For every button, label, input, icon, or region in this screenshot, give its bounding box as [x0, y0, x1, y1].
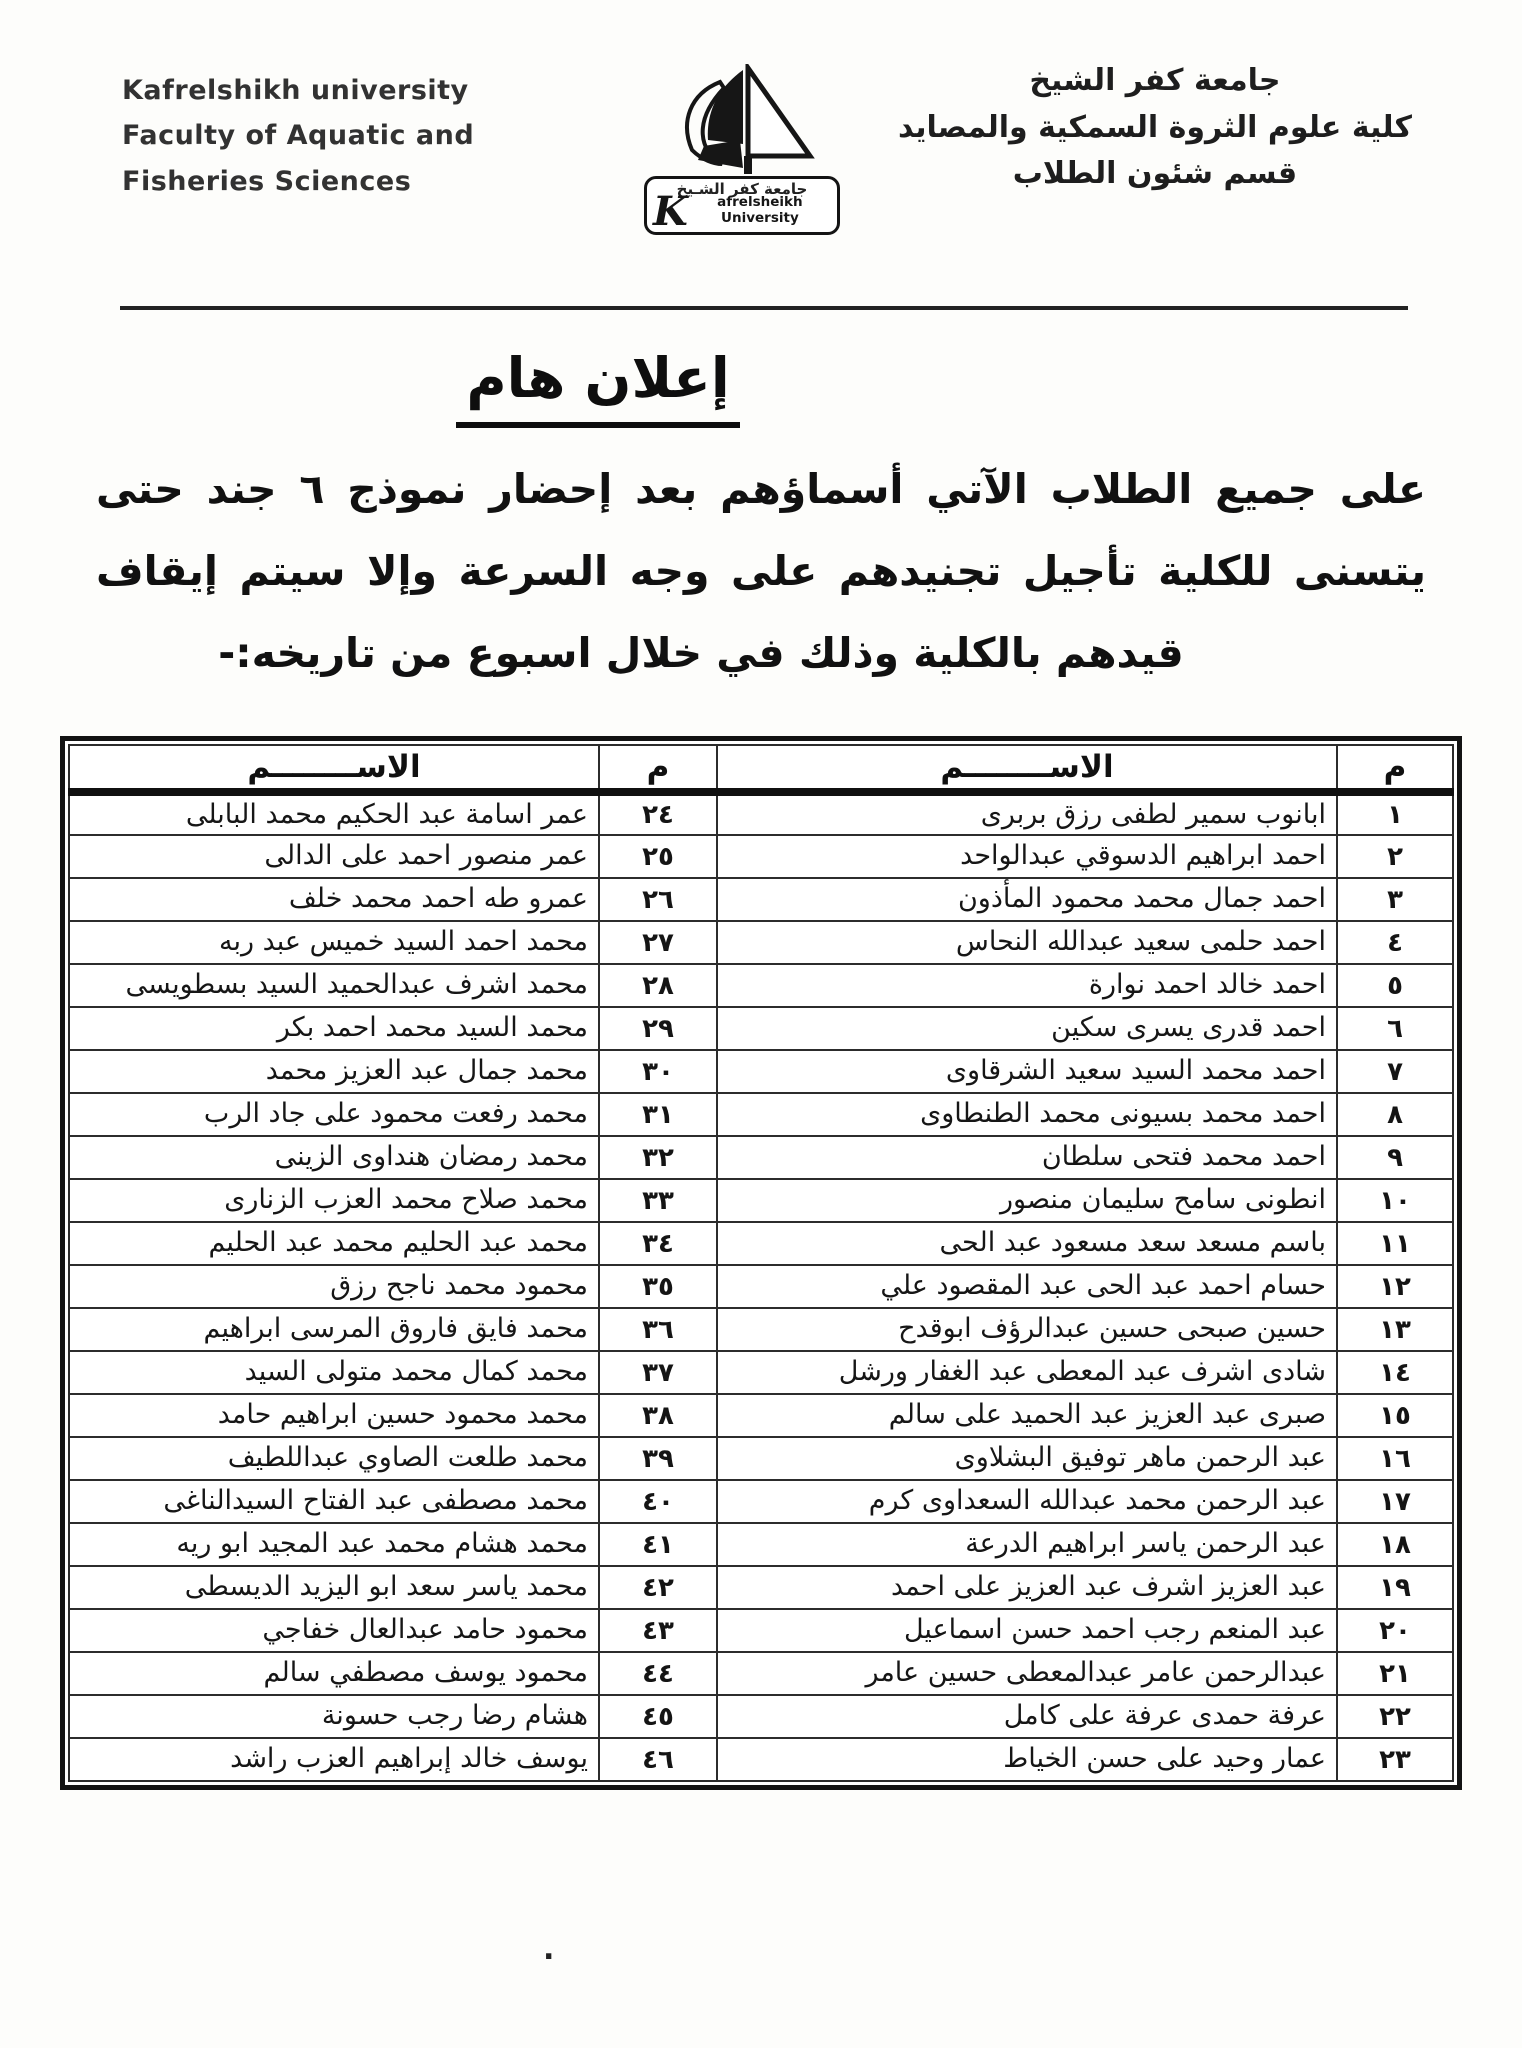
table-header-number: م: [1337, 745, 1453, 792]
student-number: ٣٩: [599, 1437, 717, 1480]
student-name: يوسف خالد إبراهيم العزب راشد: [69, 1738, 599, 1781]
student-number: ٣٢: [599, 1136, 717, 1179]
table-row: [69, 1609, 1453, 1652]
student-number: ١٢: [1337, 1265, 1453, 1308]
student-number: ٣٣: [599, 1179, 717, 1222]
table-row: [69, 921, 1453, 964]
student-number: ٢٧: [599, 921, 717, 964]
student-name: محمد هشام محمد عبد المجيد ابو ريه: [69, 1523, 599, 1566]
student-name: محمد عبد الحليم محمد عبد الحليم: [69, 1222, 599, 1265]
student-number: ٢٠: [1337, 1609, 1453, 1652]
student-name: عمار وحيد على حسن الخياط: [717, 1738, 1337, 1781]
table-row: [69, 964, 1453, 1007]
table-row: [69, 1179, 1453, 1222]
table-row: [69, 1566, 1453, 1609]
table-row: [69, 1480, 1453, 1523]
faculty-name-ar: كلية علوم الثروة السمكية والمصايد: [897, 109, 1412, 145]
table-header-name: الاســــــــم: [69, 745, 599, 792]
student-name: احمد محمد فتحى سلطان: [717, 1136, 1337, 1179]
student-number: ٣٦: [599, 1308, 717, 1351]
student-number: ٢٢: [1337, 1695, 1453, 1738]
university-logo: [633, 64, 851, 236]
table-row: [69, 1136, 1453, 1179]
student-name: محمد رمضان هنداوى الزينى: [69, 1136, 599, 1179]
student-name: محمد طلعت الصاوي عبداللطيف: [69, 1437, 599, 1480]
student-name: عبدالرحمن عامر عبدالمعطى حسين عامر: [717, 1652, 1337, 1695]
student-number: ٢١: [1337, 1652, 1453, 1695]
table-row: [69, 1695, 1453, 1738]
student-name: عبد العزيز اشرف عبد العزيز على احمد: [717, 1566, 1337, 1609]
student-name: محمد فايق فاروق المرسى ابراهيم: [69, 1308, 599, 1351]
student-name: حسين صبحى حسين عبدالرؤف ابوقدح: [717, 1308, 1337, 1351]
table-row: [69, 1652, 1453, 1695]
student-name: صبرى عبد العزيز عبد الحميد على سالم: [717, 1394, 1337, 1437]
table-header-number: م: [599, 745, 717, 792]
header-english: [122, 68, 474, 204]
student-number: ٣٧: [599, 1351, 717, 1394]
table-row: [69, 1265, 1453, 1308]
student-number: ٢: [1337, 835, 1453, 878]
student-number: ٤: [1337, 921, 1453, 964]
student-name: محمد جمال عبد العزيز محمد: [69, 1050, 599, 1093]
body-line: على جميع الطلاب الآتي أسماؤهم بعد إحضار نموذج ٦ جند حتى: [96, 465, 1426, 513]
logo-k-initial: K: [653, 188, 688, 236]
student-name: محمد محمود حسين ابراهيم حامد: [69, 1394, 599, 1437]
student-number: ١٥: [1337, 1394, 1453, 1437]
student-number: ٧: [1337, 1050, 1453, 1093]
student-number: ٢٩: [599, 1007, 717, 1050]
student-name: عبد الرحمن ماهر توفيق البشلاوى: [717, 1437, 1337, 1480]
header-arabic: [898, 58, 1412, 198]
students-table-frame: [60, 736, 1462, 1790]
student-number: ٢٣: [1337, 1738, 1453, 1781]
student-number: ٣: [1337, 878, 1453, 921]
student-name: شادى اشرف عبد المعطى عبد الغفار ورشل: [717, 1351, 1337, 1394]
student-name: محمود يوسف مصطفي سالم: [69, 1652, 599, 1695]
student-number: ٣٠: [599, 1050, 717, 1093]
student-number: ٣١: [599, 1093, 717, 1136]
student-number: ١٨: [1337, 1523, 1453, 1566]
student-number: ١: [1337, 792, 1453, 835]
student-name: احمد خالد احمد نوارة: [717, 964, 1337, 1007]
student-number: ٣٤: [599, 1222, 717, 1265]
sailboat-icon: [633, 64, 851, 182]
student-number: ٢٦: [599, 878, 717, 921]
student-number: ١١: [1337, 1222, 1453, 1265]
student-number: ٤٥: [599, 1695, 717, 1738]
student-name: محمود حامد عبدالعال خفاجي: [69, 1609, 599, 1652]
student-name: احمد ابراهيم الدسوقي عبدالواحد: [717, 835, 1337, 878]
student-number: ٤٦: [599, 1738, 717, 1781]
student-name: محمد صلاح محمد العزب الزنارى: [69, 1179, 599, 1222]
body-line: يتسنى للكلية تأجيل تجنيدهم على وجه السرعة وإلا سيتم إيقاف: [96, 547, 1426, 595]
student-number: ٨: [1337, 1093, 1453, 1136]
body-line: قيدهم بالكلية وذلك في خلال اسبوع من تاريخه:-: [218, 629, 1184, 677]
table-row: [69, 1523, 1453, 1566]
logo-english-label: afrelsheikh University: [717, 194, 803, 227]
student-number: ٤٢: [599, 1566, 717, 1609]
student-number: ٣٥: [599, 1265, 717, 1308]
table-row: [69, 878, 1453, 921]
student-number: ٤٣: [599, 1609, 717, 1652]
student-name: انطونى سامح سليمان منصور: [717, 1179, 1337, 1222]
table-row: [69, 1308, 1453, 1351]
student-name: باسم مسعد سعد مسعود عبد الحى: [717, 1222, 1337, 1265]
student-name: محمد مصطفى عبد الفتاح السيدالناغى: [69, 1480, 599, 1523]
student-name: عبد المنعم رجب احمد حسن اسماعيل: [717, 1609, 1337, 1652]
student-name: عبد الرحمن محمد عبدالله السعداوى كرم: [717, 1480, 1337, 1523]
student-number: ١٠: [1337, 1179, 1453, 1222]
student-name: محمد ياسر سعد ابو اليزيد الديسطى: [69, 1566, 599, 1609]
student-number: ٥: [1337, 964, 1453, 1007]
student-number: ١٧: [1337, 1480, 1453, 1523]
student-name: عرفة حمدى عرفة على كامل: [717, 1695, 1337, 1738]
student-name: احمد حلمى سعيد عبدالله النحاس: [717, 921, 1337, 964]
student-number: ١٣: [1337, 1308, 1453, 1351]
student-number: ١٤: [1337, 1351, 1453, 1394]
student-number: ٤٤: [599, 1652, 717, 1695]
table-row: [69, 1738, 1453, 1781]
table-header-row: [69, 745, 1453, 792]
student-name: احمد محمد السيد سعيد الشرقاوى: [717, 1050, 1337, 1093]
university-name-ar: جامعة كفر الشيخ: [1029, 63, 1281, 98]
table-header-name: الاســــــــم: [717, 745, 1337, 792]
faculty-name-en-line2: Fisheries Sciences: [122, 165, 412, 197]
table-row: [69, 835, 1453, 878]
student-name: محمد احمد السيد خميس عبد ربه: [69, 921, 599, 964]
student-name: احمد قدرى يسرى سكين: [717, 1007, 1337, 1050]
student-name: ابانوب سمير لطفى رزق بربرى: [717, 792, 1337, 835]
logo-arabic-label: جامعة كفر الشـيخ: [676, 180, 808, 198]
student-name: حسام احمد عبد الحى عبد المقصود علي: [717, 1265, 1337, 1308]
student-name: محمد السيد محمد احمد بكر: [69, 1007, 599, 1050]
student-name: عبد الرحمن ياسر ابراهيم الدرعة: [717, 1523, 1337, 1566]
logo-label: [644, 176, 840, 235]
student-number: ١٩: [1337, 1566, 1453, 1609]
student-name: محمد رفعت محمود على جاد الرب: [69, 1093, 599, 1136]
student-number: ٣٨: [599, 1394, 717, 1437]
student-name: محمود محمد ناجح رزق: [69, 1265, 599, 1308]
university-name-en: Kafrelshikh university: [122, 75, 469, 106]
student-name: احمد محمد بسيونى محمد الطنطاوى: [717, 1093, 1337, 1136]
student-number: ١٦: [1337, 1437, 1453, 1480]
student-number: ٦: [1337, 1007, 1453, 1050]
student-number: ٩: [1337, 1136, 1453, 1179]
student-number: ٢٨: [599, 964, 717, 1007]
student-name: هشام رضا رجب حسونة: [69, 1695, 599, 1738]
student-number: ٢٥: [599, 835, 717, 878]
table-row: [69, 1437, 1453, 1480]
table-row: [69, 792, 1453, 835]
student-name: محمد كمال محمد متولى السيد: [69, 1351, 599, 1394]
student-name: عمر منصور احمد على الدالى: [69, 835, 599, 878]
student-name: عمرو طه احمد محمد خلف: [69, 878, 599, 921]
footer-dot: .: [543, 1932, 555, 1967]
table-row: [69, 1394, 1453, 1437]
faculty-name-en-line1: Faculty of Aquatic and: [122, 120, 475, 152]
student-number: ٤٠: [599, 1480, 717, 1523]
announcement-body: [96, 452, 1426, 698]
table-row: [69, 1351, 1453, 1394]
table-row: [69, 1050, 1453, 1093]
table-row: [69, 1093, 1453, 1136]
table-row: [69, 1007, 1453, 1050]
announcement-title: إعلان هام: [456, 346, 739, 428]
student-name: محمد اشرف عبدالحميد السيد بسطويسى: [69, 964, 599, 1007]
student-name: احمد جمال محمد محمود المأذون: [717, 878, 1337, 921]
students-table: [68, 744, 1454, 1782]
table-row: [69, 1222, 1453, 1265]
department-name-ar: قسم شئون الطلاب: [1012, 156, 1298, 191]
student-number: ٢٤: [599, 792, 717, 835]
header-divider: [120, 306, 1408, 310]
student-name: عمر اسامة عبد الحكيم محمد البابلى: [69, 792, 599, 835]
student-number: ٤١: [599, 1523, 717, 1566]
